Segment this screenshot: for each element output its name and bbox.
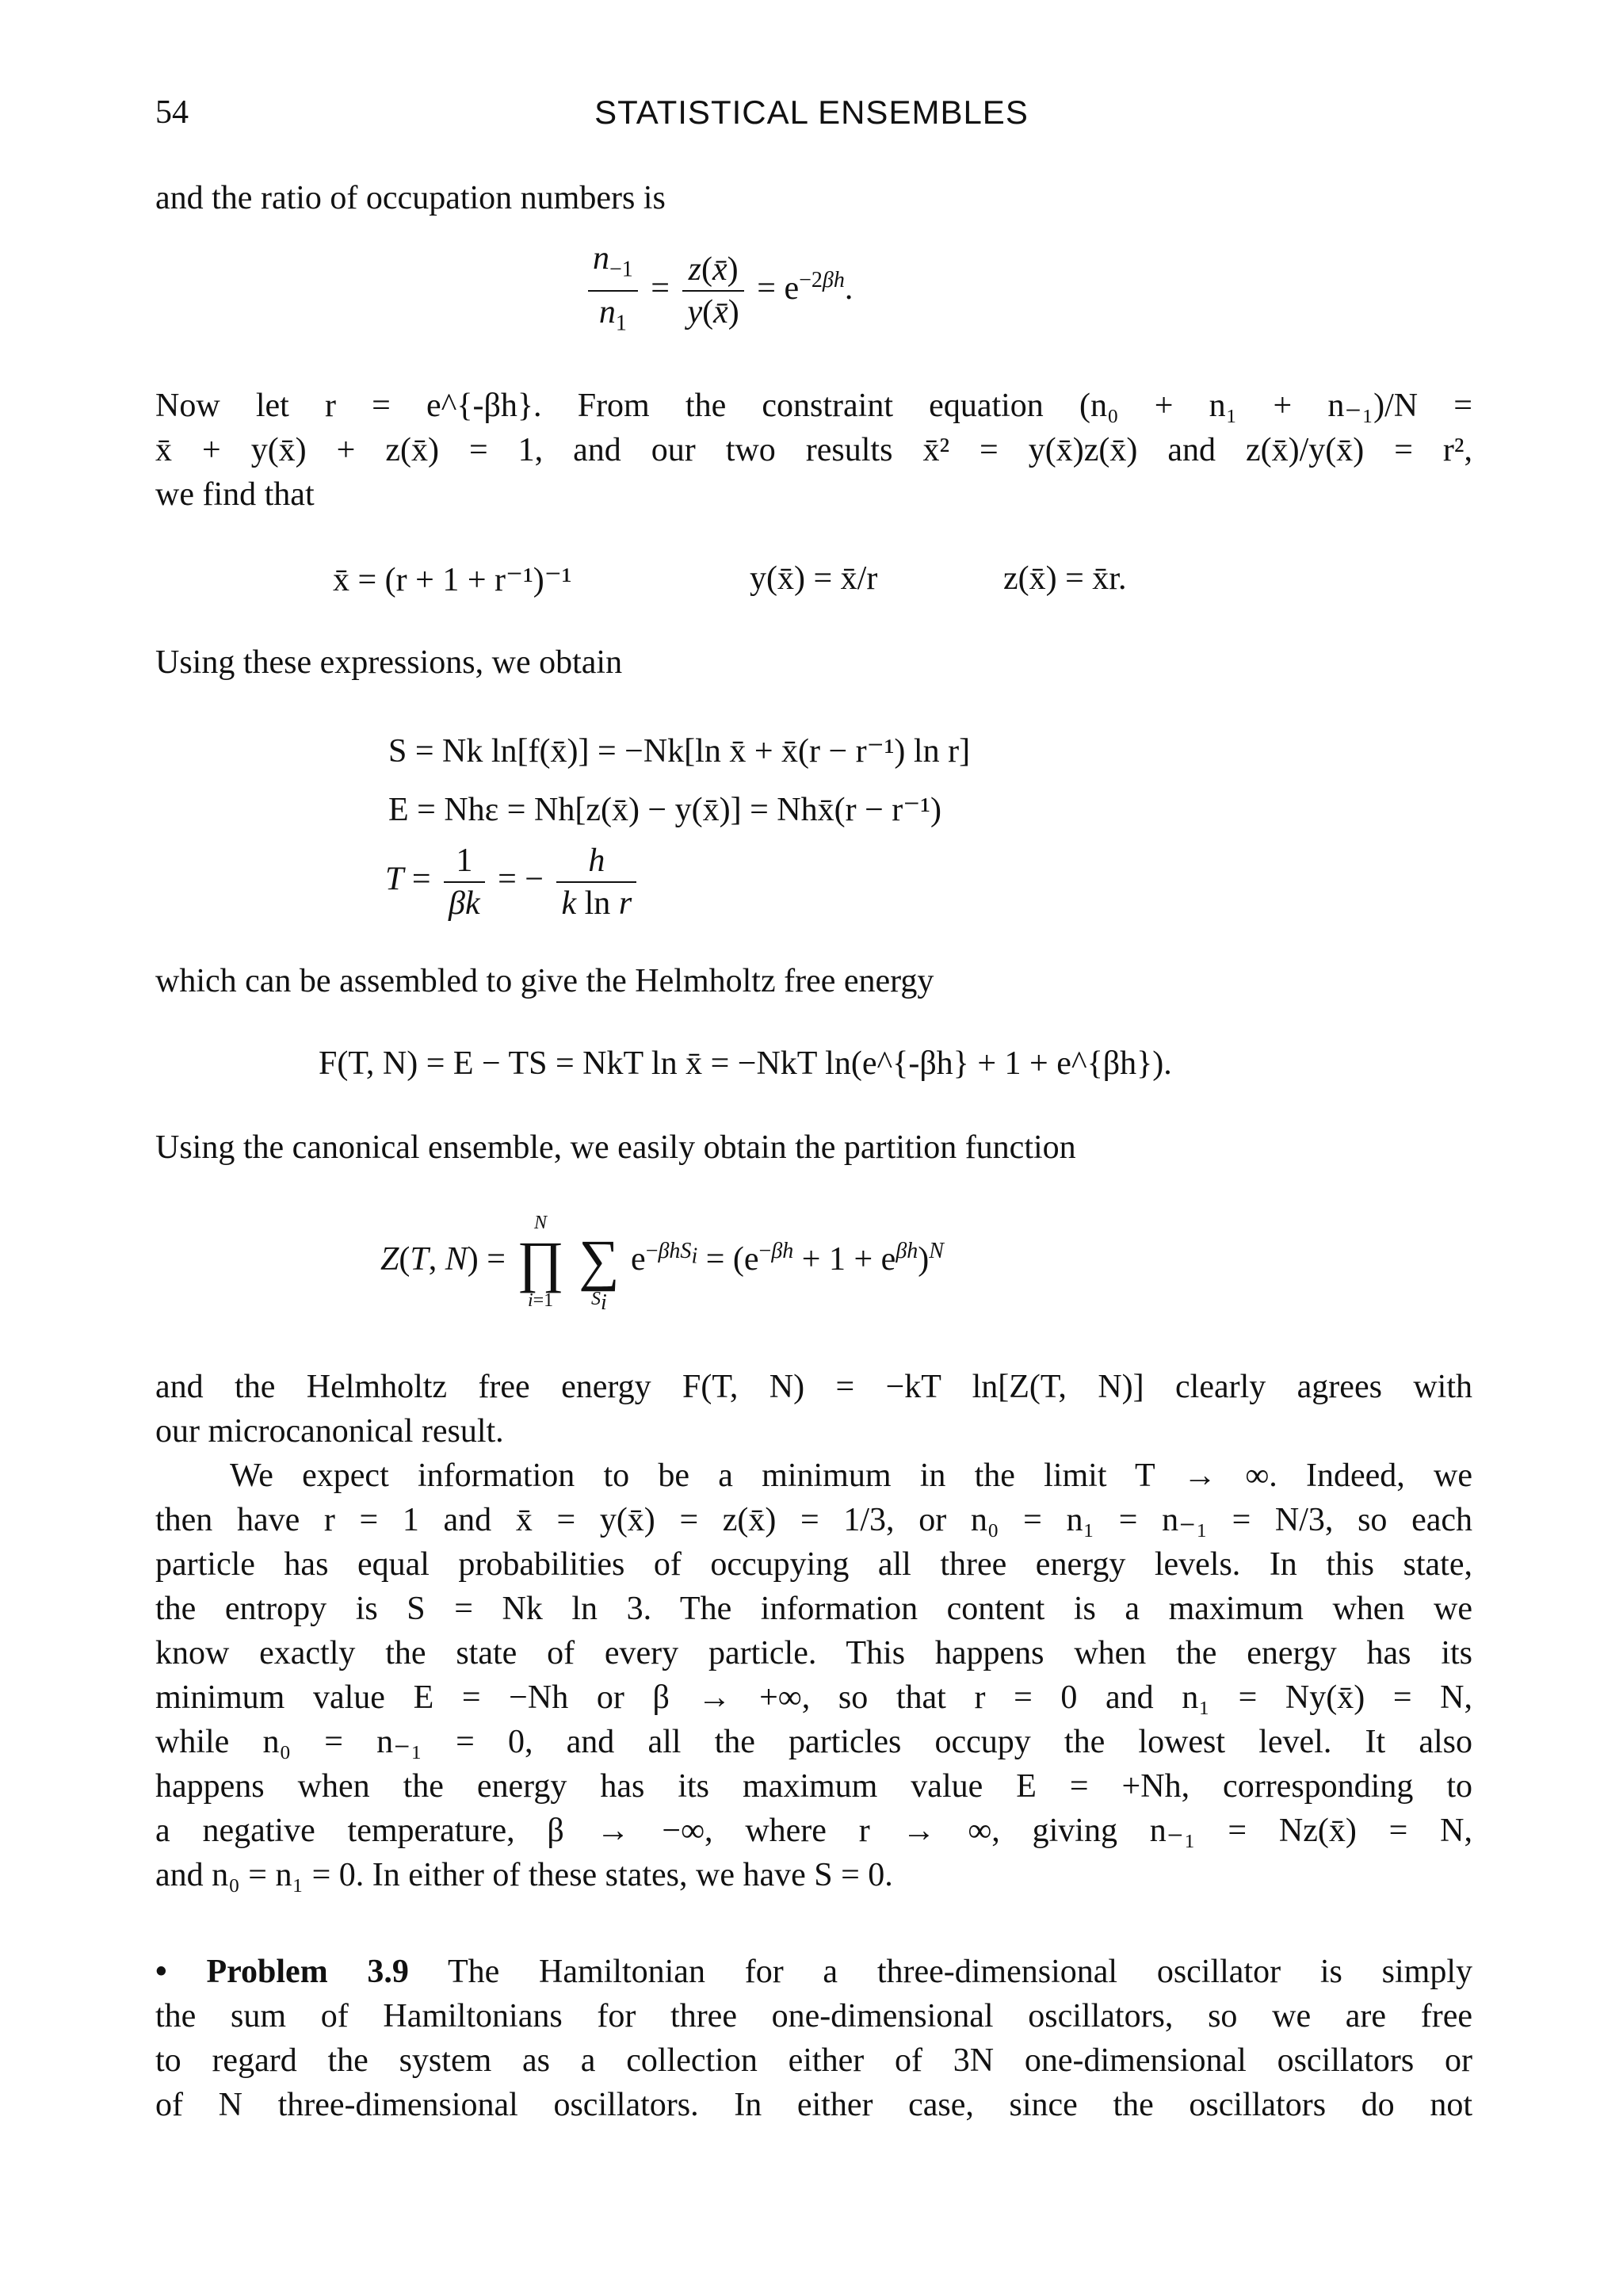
para3-line-4: the entropy is S = Nk ln 3. The information content is a maximum when we [155,1591,1472,1627]
problem-line-1: The Hamiltonian for a three-dimensional oscillator is simply [447,1954,1472,1990]
para3-line-10: and n₀ = n₁ = 0. In either of these states, we have S = 0. [155,1857,893,1893]
para1-line-2: x̄ + y(x̄) + z(x̄) = 1, and our two results x̄² = y(x̄)z(x̄) and z(x̄)/y(x̄) = r², [155,432,1472,468]
equation-energy: E = Nhε = Nh[z(x̄) − y(x̄)] = Nhx̄(r − r⁻¹) [388,792,941,828]
intro-line: and the ratio of occupation numbers is [155,180,666,216]
equation-free-energy: F(T, N) = E − TS = NkT ln x̄ = −NkT ln(e^{-βh} + 1 + e^{βh}). [319,1045,1172,1082]
problem-line-4: of N three-dimensional oscillators. In either case, since the oscillators do not [155,2087,1472,2123]
para3-line-6: minimum value E = −Nh or β → +∞, so that r = 0 and n₁ = Ny(x̄) = N, [155,1679,1472,1716]
equation-x-bar: x̄ = (r + 1 + r⁻¹)⁻¹ [333,562,572,598]
equation-partition-function: Z(T, N) = N ∏ i=1 ∑ $S_i$ $e^{-\beta hS_i} = (e^{-\beta h} + 1 + e^{\beta h})^N$ [380,1213,944,1315]
para2-line-2: our microcanonical result. [155,1413,504,1450]
problem-label: Problem 3.9 [206,1954,409,1990]
para1-line-1: Now let r = e^{-βh}. From the constraint equation (n₀ + n₁ + n₋₁)/N = [155,388,1472,424]
using-expressions-line: Using these expressions, we obtain [155,644,623,681]
problem-line-3: to regard the system as a collection either of 3N one-dimensional oscillators or [155,2042,1472,2079]
page-number: 54 [155,94,189,131]
equation-ratio: $\frac{n_{-1}}{n_1}$ = $\frac{z(x̄)}{y(x̄)}$ = $e^{-2\beta h}$. [583,238,853,345]
para3-line-1: We expect information to be a minimum in the limit T → ∞. Indeed, we [230,1457,1472,1494]
para3-line-3: particle has equal probabilities of occupying all three energy levels. In this state, [155,1546,1472,1583]
canonical-line: Using the canonical ensemble, we easily obtain the partition function [155,1129,1076,1166]
problem-line-2: the sum of Hamiltonians for three one-dimensional oscillators, so we are free [155,1998,1472,2034]
para3-line-2: then have r = 1 and x̄ = y(x̄) = z(x̄) = 1/3, or n₀ = n₁ = n₋₁ = N/3, so each [155,1502,1472,1538]
para1-line-3: we find that [155,476,315,513]
equation-temperature: T = $\frac{1}{\beta k}$ = − $\frac{h}{\text{k ln r}}$ [385,840,641,924]
problem-bullet: • [155,1954,167,1990]
equation-y: y(x̄) = x̄/r [750,560,878,597]
problem-first-line [155,1950,1472,1994]
running-title: STATISTICAL ENSEMBLES [594,94,1029,131]
para3-line-5: know exactly the state of every particle. This happens when the energy has its [155,1635,1472,1671]
para3-line-7: while n₀ = n₋₁ = 0, and all the particles occupy the lowest level. It also [155,1724,1472,1760]
page-header [155,94,1468,141]
para3-line-9: a negative temperature, β → −∞, where r → ∞, giving n₋₁ = Nz(x̄) = N, [155,1813,1472,1849]
para2-line-1: and the Helmholtz free energy F(T, N) = −kT ln[Z(T, N)] clearly agrees with [155,1369,1472,1405]
helmholtz-line: which can be assembled to give the Helmholtz free energy [155,963,934,999]
para3-line-8: happens when the energy has its maximum value E = +Nh, corresponding to [155,1768,1472,1805]
equation-entropy: S = Nk ln[f(x̄)] = −Nk[ln x̄ + x̄(r − r⁻¹) ln r] [388,733,971,770]
equation-z: z(x̄) = x̄r. [1003,560,1127,597]
